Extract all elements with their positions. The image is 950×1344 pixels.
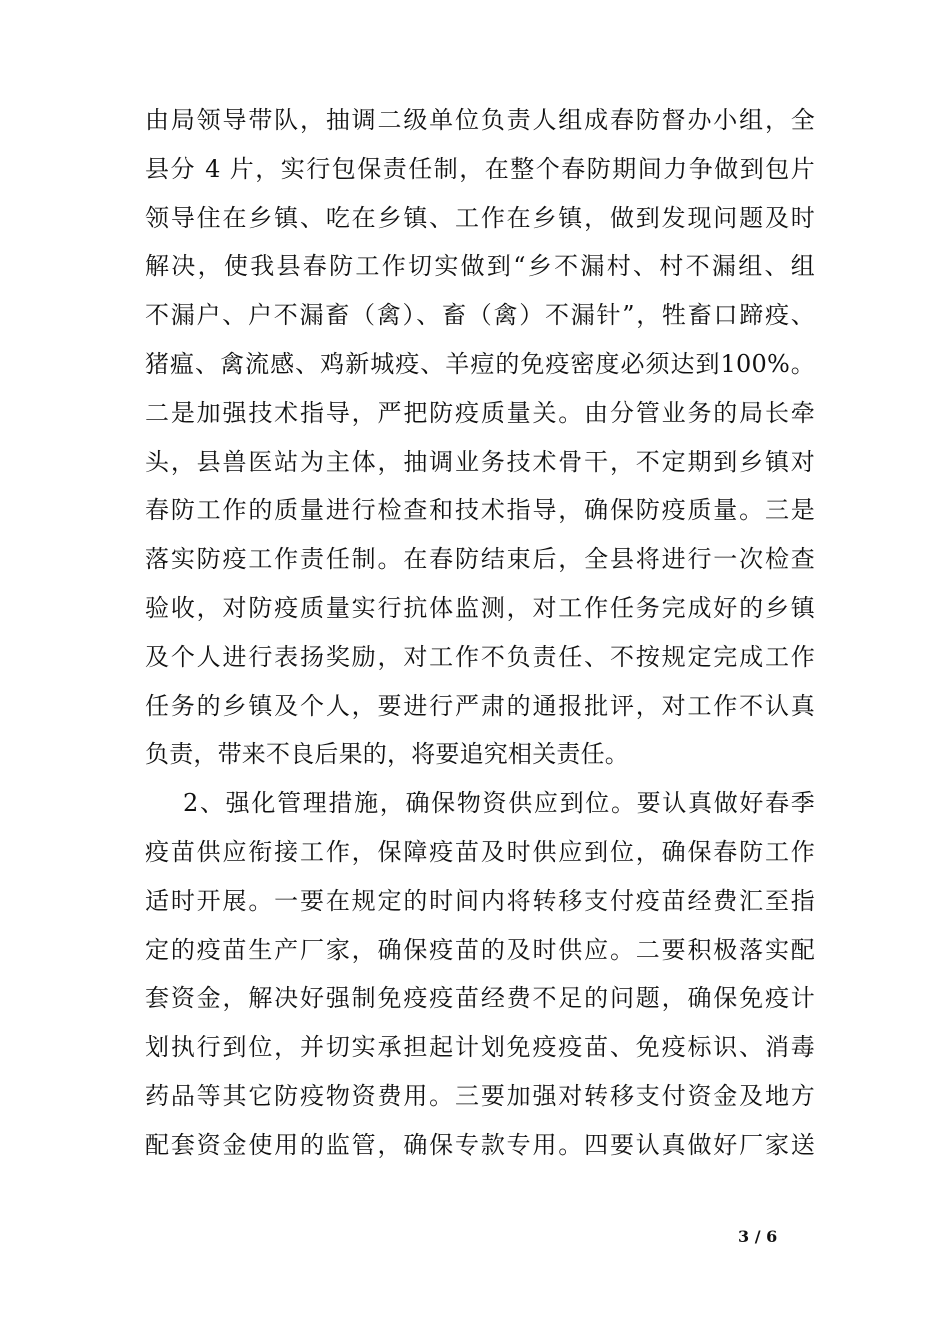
text-line: 负责，带来不良后果的，将要追究相关责任。 — [145, 740, 629, 769]
text-line: 领导住在乡镇、吃在乡镇、工作在乡镇，做到发现问题及时 — [145, 203, 815, 232]
text-line: 不漏户、户不漏畜（禽）、畜（禽）不漏针”，牲畜口蹄疫、 — [145, 301, 815, 330]
text-line: 划执行到位，并切实承担起计划免疫疫苗、免疫标识、消毒 — [145, 1033, 815, 1062]
text-line: 疫苗供应衔接工作，保障疫苗及时供应到位，确保春防工作 — [145, 837, 815, 866]
text-line: 春防工作的质量进行检查和技术指导，确保防疫质量。三是 — [145, 496, 815, 525]
text-line: 二是加强技术指导，严把防疫质量关。由分管业务的局长牵 — [145, 398, 815, 427]
text-line: 药品等其它防疫物资费用。三要加强对转移支付资金及地方 — [145, 1081, 815, 1110]
paragraph-start-line: 2、强化管理措施，确保物资供应到位。要认真做好春季 — [183, 789, 815, 818]
text-line: 配套资金使用的监管，确保专款专用。四要认真做好厂家送 — [145, 1130, 815, 1159]
text-line: 适时开展。一要在规定的时间内将转移支付疫苗经费汇至指 — [145, 886, 815, 915]
text-line: 猪瘟、禽流感、鸡新城疫、羊痘的免疫密度必须达到100%。 — [145, 349, 815, 378]
text-line: 任务的乡镇及个人，要进行严肃的通报批评，对工作不认真 — [145, 691, 815, 720]
page-number: 3 / 6 — [738, 1227, 778, 1246]
text-line: 验收，对防疫质量实行抗体监测，对工作任务完成好的乡镇 — [145, 593, 815, 622]
text-line: 及个人进行表扬奖励，对工作不负责任、不按规定完成工作 — [145, 642, 815, 671]
text-line: 落实防疫工作责任制。在春防结束后，全县将进行一次检查 — [145, 545, 815, 574]
text-line: 定的疫苗生产厂家，确保疫苗的及时供应。二要积极落实配 — [145, 935, 815, 964]
text-line: 套资金，解决好强制免疫疫苗经费不足的问题，确保免疫计 — [145, 984, 815, 1013]
text-line: 头，县兽医站为主体，抽调业务技术骨干，不定期到乡镇对 — [145, 447, 815, 476]
text-line: 解决，使我县春防工作切实做到“乡不漏村、村不漏组、组 — [145, 252, 815, 281]
body-text — [145, 96, 815, 1170]
text-line: 县分 4 片，实行包保责任制，在整个春防期间力争做到包片 — [145, 154, 815, 183]
text-line: 由局领导带队，抽调二级单位负责人组成春防督办小组，全 — [145, 106, 815, 134]
